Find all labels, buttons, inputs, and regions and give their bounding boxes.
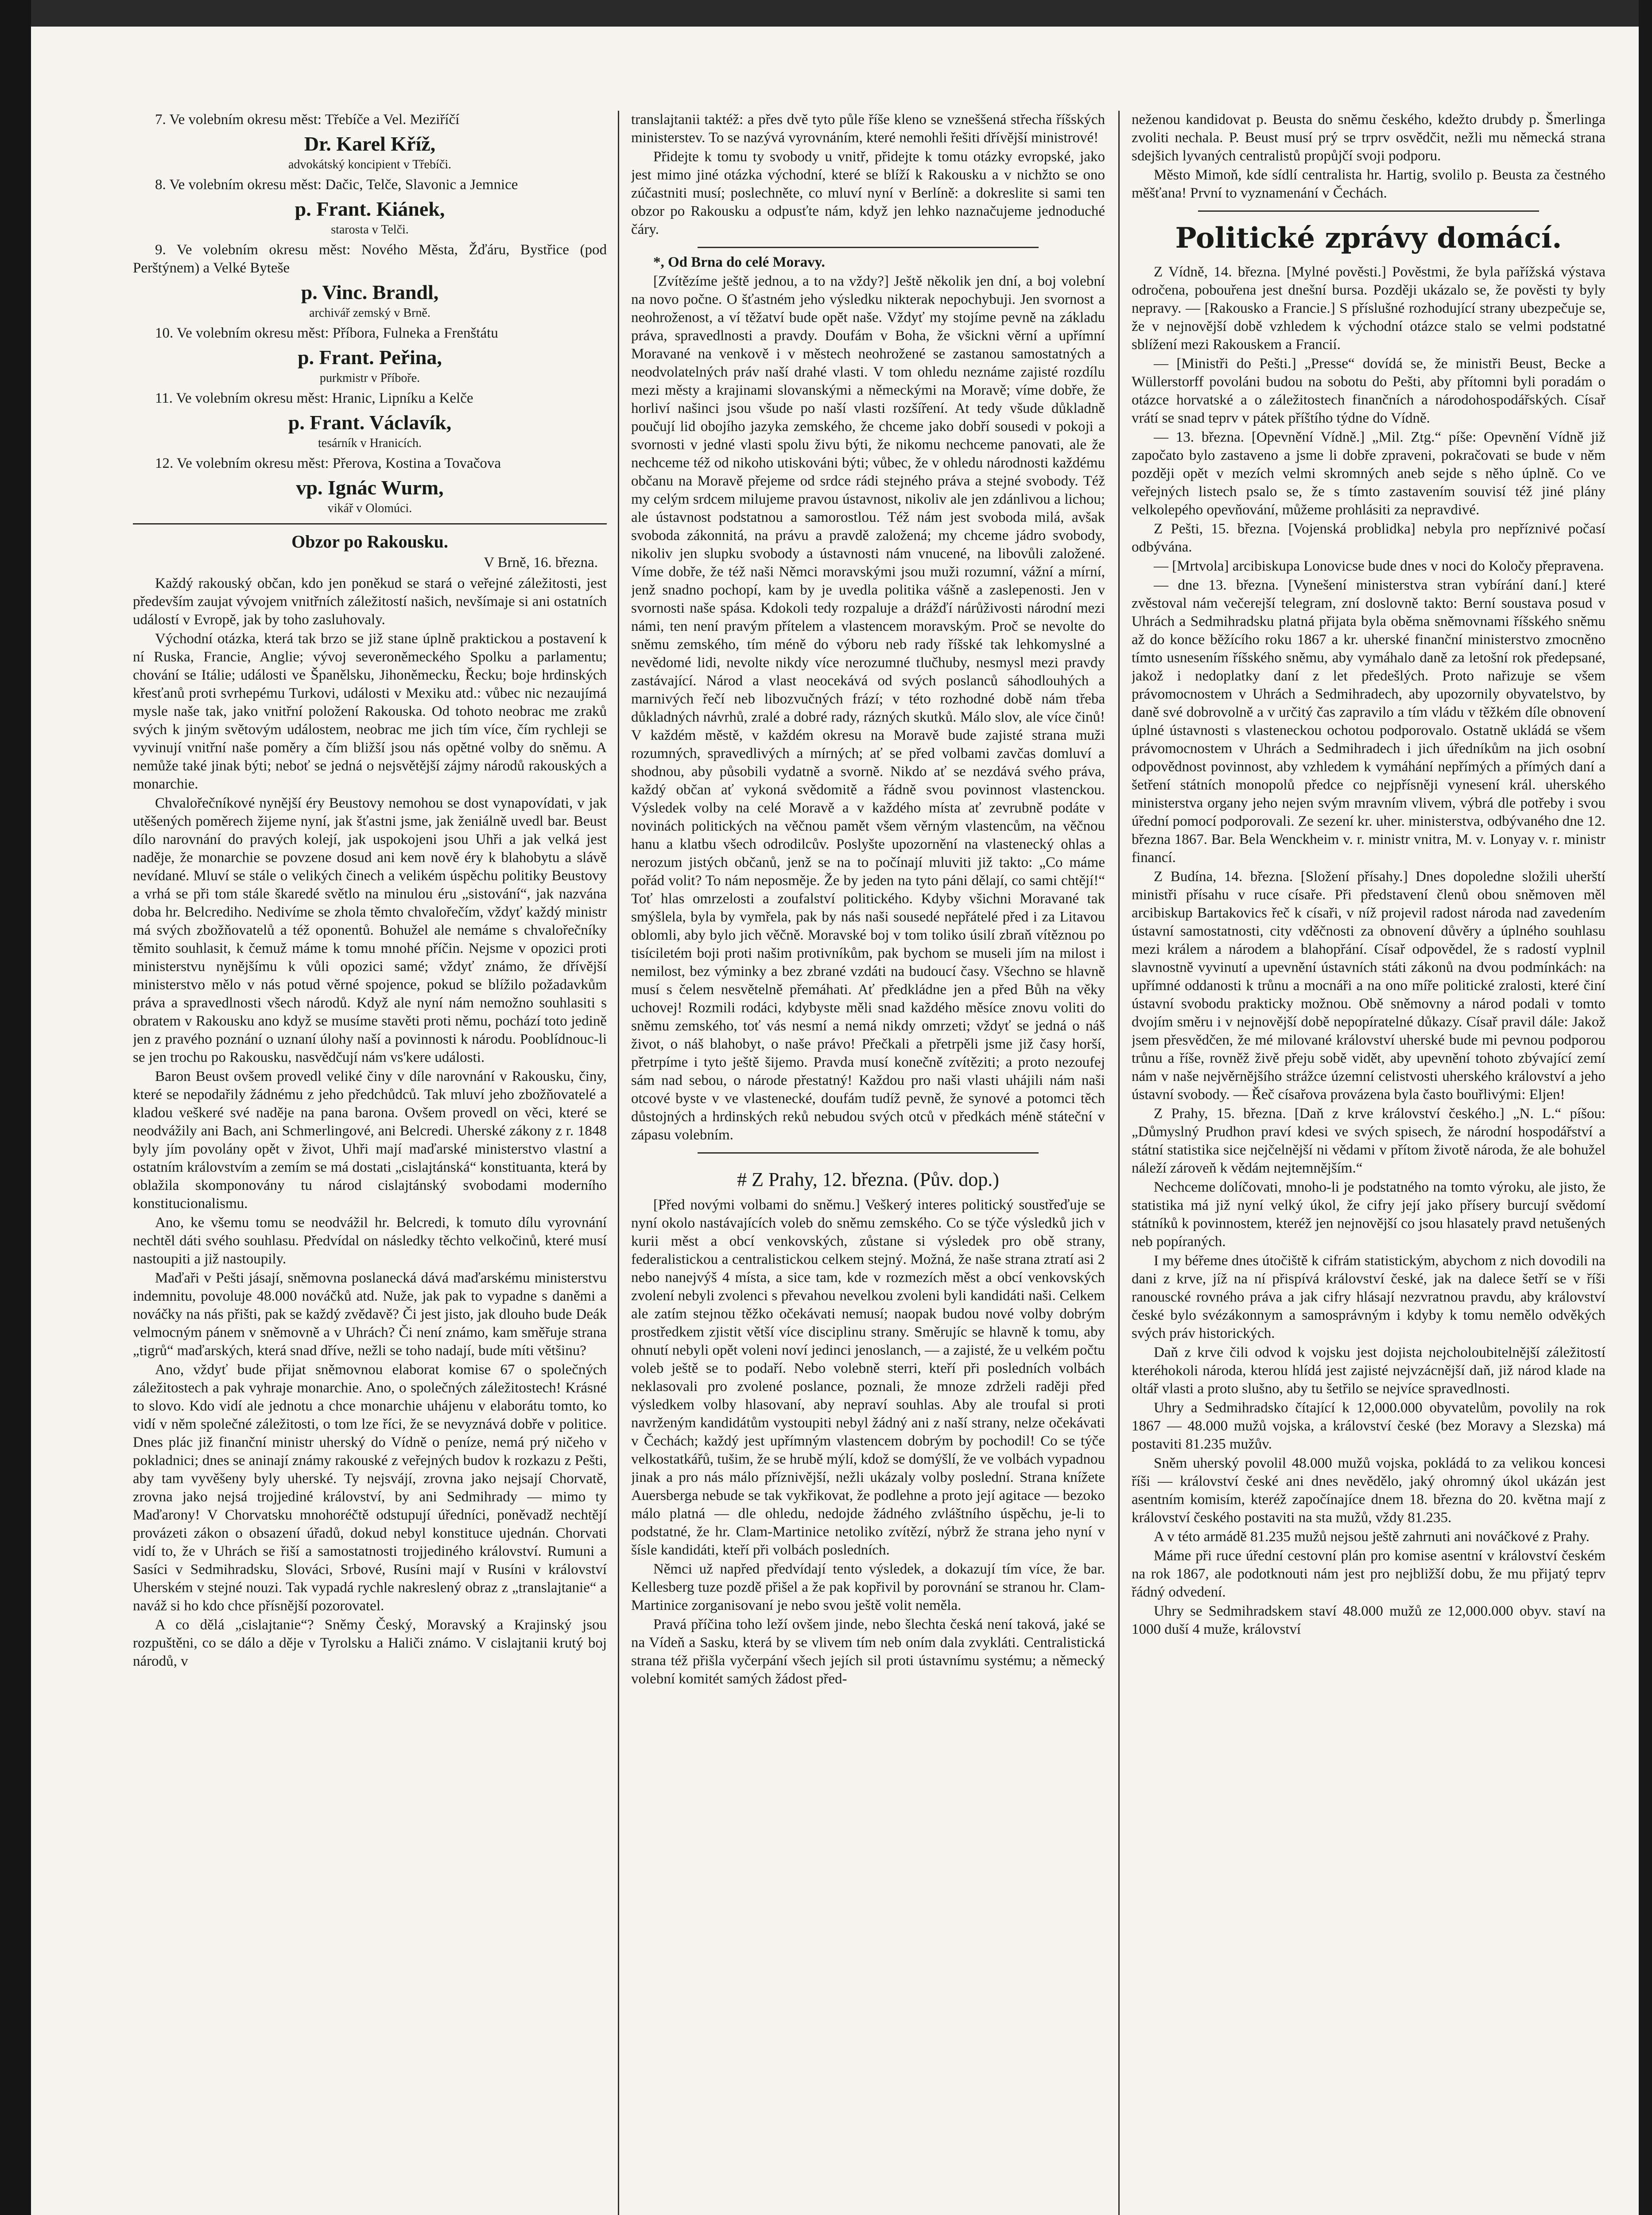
candidate-11-district: 11. Ve volebním okresu měst: Hranic, Lipníku a Kelče	[155, 390, 473, 406]
column-3	[1132, 111, 1605, 2215]
article-paragraph: Ano, ke všemu tomu se neodvážil hr. Belcredi, k tomuto dílu vyrovnání nechtěl dáti svého souhlasu. Předvídal on následky těchto velkočinů, které musí nastoupiti a již nastoupily.	[133, 1215, 607, 1267]
column-rule	[618, 111, 619, 2215]
column-rule	[1118, 111, 1120, 2215]
article-paragraph: Němci už napřed předvídají tento výsledek, a dokazují tím více, že bar. Kellesberg tuze pozdě přišel a že pak kopřivil by porovnání se stranou hr. Clam-Martinice zorganisovaní je nebo svou ještě volit neměla.	[631, 1561, 1105, 1613]
article-paragraph: Baron Beust ovšem provedl veliké činy v díle narovnání v Rakousku, činy, které se nepodařily žádnému z jeho předchůdců. Tak mluví jeho zbožňovatelé a kladou veškeré své naděje na pana barona. Ovšem provedl on věci, které se neodvážily ani Bach, ani Schmerlingové, ani Belcredi. Uherské zákony z r. 1848 byly jím povolány opět v život, Uhři mají maďarské ministerstvo vlastní a ostatním královstvím a zemím se má dostati „cislajtánská“ konstituanta, která by oblažila skomponovány tu národ cislajtánský svobodami moderního konstitucionalismu.	[133, 1069, 607, 1212]
news-item: — [Ministři do Pešti.] „Presse“ dovídá se, že ministři Beust, Becke a Wüllerstorff povoláni budou na sobotu do Pešti, aby přítomni byli poradám o otázce horvatské a o záležitostech finančních a národohospodářských. Císař vrátí se snad teprv v pátek příštího týdne do Vídně.	[1132, 356, 1605, 426]
candidate-7-name: Dr. Karel Kříž,	[304, 132, 436, 155]
candidate-8-district: 8. Ve volebním okresu měst: Dačic, Telče, Slavonic a Jemnice	[155, 177, 518, 193]
article-paragraph: translajtanii taktéž: a přes dvě tyto půle říše kleno se vzneššená střecha říšských ministerstev. To se nazývá vyrovnáním, které nemohli řešiti dřívější ministrové!	[631, 112, 1105, 146]
section-divider	[698, 1152, 1039, 1154]
candidate-8-name: p. Frant. Kiánek,	[295, 198, 445, 220]
news-item: A v této armádě 81.235 mužů nejsou ještě zahrnuti ani nováčkové z Prahy.	[1154, 1529, 1590, 1545]
article-paragraph: Maďaři v Pešti jásají, sněmovna poslanecká dává maďarskému ministerstvu indemnitu, povoluje 48.000 nováčků atd. Nuže, jak pak to vypadne s daněmi a nováčky na nás přišti, pak se každý zvědavě? Či jest jisto, jak dlouho bude Deák velmocným pánem v sněmovně a v Uhrách? Či není známo, kam směřuje strana „tigrů“ maďarských, která snad dříve, nežli se toho nadají, bude míti většinu?	[133, 1270, 607, 1359]
column-2	[631, 111, 1105, 2215]
news-item: Z Pešti, 15. března. [Vojenská problidka] nebyla pro nepříznivé počasí odbývána.	[1132, 521, 1605, 555]
news-item: — 13. března. [Opevnění Vídně.] „Mil. Ztg.“ píše: Opevnění Vídně již započato bylo zastaveno a jsme li dobře zpraveni, pokračovati se bude v něm později opět v mezích velmi skromných aneb sejde s něho úplně. Co ve veřejných listech psalo se, že s tímto zastavením souvisí též jiné plány velkolepého opevňování, můžeme prohlásiti za nepravdivé.	[1132, 429, 1605, 518]
section-divider	[698, 247, 1039, 248]
news-item: — dne 13. března. [Vynešení ministerstva stran vybírání daní.] které zvěstoval nám večerejší telegram, zní doslovně takto: Berní soustava posud v Uhrách a Sedmihradsku platná přijata byla oběma sněmovnami říšského sněmu až do konce běžícího roku 1867 a kr. uherské finanční ministerstvo zmocněno tímto usnesením říšského sněmu, aby vymáhalo daně za letošní rok předepsané, jakož i nedoplatky daní z let předešlých. Proto nařizuje se všem právomocnostem v Uhrách a Sedmihradech, aby upozornily obyvatelstvo, by daně své dobrovolně a v určitý čas zapravilo a tím vládu v těžkém díle obnovení úplné ústavnosti s vlasteneckou ochotou podporovalo. Ostatně ukládá se všem právomocnostem v Uhrách a Sedmihradech i jich úředníkům na jich osobní odpovědnost povinnost, aby vzhledem k vymáhání nepřímých a přímých daní a šetření státních monopolů předce co nejpřísněji vynesení král. uherského ministerstva organy jeho nejen svým mravním vlivem, výbrá dle potřeby i svou úřední pomocí podporovali. Ze sezení kr. uher. ministerstva, odbývaného dne 12. března 1867. Bar. Bela Wenckheim v. r. ministr vnitra, M. v. Lonyay v. r. ministr financí.	[1132, 577, 1605, 866]
candidate-9-district: 9. Ve volebním okresu měst: Nového Města, Žďáru, Bystřice (pod Perštýnem) a Velké Byteše	[133, 242, 607, 276]
candidate-12-district: 12. Ve volebním okresu měst: Přerova, Kostina a Tovačova	[155, 455, 501, 471]
article-paragraph: Každý rakouský občan, kdo jen poněkud se stará o veřejné záležitosti, jest především zaujat vývojem vnitřních záležitostí našich, nevšímaje si ani ostatních událostí v Evropě, jak by toho zasluhovaly.	[133, 575, 607, 628]
article-paragraph: Město Mimoň, kde sídlí centralista hr. Hartig, svolilo p. Beusta za čestného měšťana! První to vyznamenání v Čechách.	[1132, 167, 1605, 201]
article-heading-praha: # Z Prahy, 12. března. (Pův. dop.)	[737, 1169, 999, 1190]
candidate-10-role: purkmistr v Příboře.	[319, 371, 420, 385]
scan-border-left	[0, 0, 31, 2215]
article-paragraph: [Před novými volbami do sněmu.] Veškerý interes politický soustřeďuje se nyní okolo nastávajících voleb do sněmu zemského. Co se týče výsledků jich v kurii měst a obcí venkovských, zůstane si výsledek pro obě strany, federalistickou a centralistickou celkem stejný. Možná, že naše strana ztratí asi 2 nebo nanejvýš 4 místa, a sice tam, kde v rozmezích měst a obcí venkovských zvolení nebyli zvolenci s převahou nevelkou zvoleni byli kandidáti naši. Celkem ale zatím stejnou těžko očekávati nemusí; naopak budou nové volby dobrým prostředkem zjistit větší více disciplinu strany. Směrujíc se hlavně k tomu, aby ohnutí nebyli opět voleni noví jedinci jenoslanch, — a zajisté, že u velkém počtu voleb ještě se to podaří. Nebo volebně sterri, kteří při posledních volbách neklasovali pro zvolené poslance, poznali, že mnoze zdrželi raději před výsledkem volby hlasovaní, aby nepraví souhlas. Aby ale troufal si proti navrženým kandidátům vystoupiti nebyl žádný ani z naší strany, nelze očekávati v Čechách; každý jest upřímným vlastencem dobrým by pochodil! Co se týče velkostatkářů, tušim, že se hrubě mýlí, kdož se domýšlí, že ve volbách vypadnou jinak a pro nás málo příznivější, nežli ukázaly volby poslední. Strana knížete Auersberga nebude se tak vykřikovat, že podlehne a proto její agitace — bezoko málo platná — dle ohledu, nedojde žádného zvláštního úspěchu, je-li to podstatné, že hr. Clam-Martinice netoliko zvítězí, nýbrž že strana jeho nyní v šísle kandidáti, kteří při volbách posledních.	[631, 1197, 1105, 1558]
article-title-obzor: Obzor po Rakousku.	[291, 532, 448, 552]
article-paragraph: Pravá příčina toho leží ovšem jinde, nebo šlechta česká není taková, jaké se na Vídeň a Sasku, která by se vlivem tím neb oním dala zvykláti. Centralistická strana též přišla vyčerpání všech jejích sil proti ústavnímu systému; a německý volební komitét samých žádost před-	[631, 1617, 1105, 1687]
section-divider	[1198, 210, 1539, 212]
article-paragraph: Chvalořečníkové nynější éry Beustovy nemohou se dost vynapovídati, v jak utěšených poměrech žijeme nyní, jak šťastni jsme, jak ženiálně uvedl bar. Beust dílo narovnání do pravých kolejí, jak uspokojeni jsou Uhři a jak velká jest naděje, že monarchie se povzene dosud ani kem nově éry k blahobytu a slávě nevídané. Mluví se stále o velikých činech a velikém úspěchu politiky Beustovy a vrhá se při tom stále škaredé světlo na minulou éru „sistování“, jak nazvána doba hr. Belcrediho. Nedivíme se zhola těmto chvalořečím, vždyť každý ministr má svých zbožňovatelů a též oponentů. Bohužel ale nemáme s chvalořečníky těmito souhlasit, k čemuž máme k tomu mnohé příčin. Nejsme v opozici proti ministerstvu nynějšímu k vůli opozici samé; vždyť známo, že dřívější ministerstvo mělo v nás potud věrné spojence, pokud se blížilo požadavkům práva a spravedlnosti všech národů. Když ale nyní nám nemožno souhlasiti s obratem v Rakousku ano když se musíme stavěti proti němu, pochází toto jedině jen z pravého poznání o uznaní úlohy naší a povinnosti k národu. Pooblídnouc-li se jen trochu po Rakousku, nasvědčují nám vs'kere události.	[133, 795, 607, 1065]
article-paragraph: [Zvítězíme ještě jednou, a to na vždy?] Ještě několik jen dní, a boj volební na novo počne. O šťastném jeho výsledku nikterak nepochybuji. Jen svornost a neohroženost, a ví těžatví bude opět naše. Vždyť my stojíme pevně na základu práva, spravedlnosti a pravdy. Doufám v Boha, že všickni věrní a upřímní Moravané na venkově i v městech neohrožené se zastanou samostatných a neodvolatelných práv naší drahé vlasti. V tom ohledu neznáme zajisté rozdílu mezi městy a krajinami slovanskými a německými na Moravě; víme dobře, že horliví našinci jsou všude po naší vlasti rozšíření. At tedy všude důkladně poučují lid obojího jazyka zemského, že chceme jako dobří sousedi v pokoji a svornosti v jedné vlasti spolu živu býti, že nikomu nechceme panovati, ale že nechceme též od nikoho utiskováni býti; vůbec, že v ohledu národnosti každému občanu na Moravě přejeme od srdce rádi stejného práva a stejné svobody. Též my celým srdcem milujeme pravou ústavnost, nikoliv ale jen zdánlivou a lichou; ale ústavnost podstatnou a samorostlou. Též nám jest svoboda milá, avšak svoboda zákonnitá, na právu a pravdě založená; my chceme jádro svobody, nikoliv jen slupku svobody a ústavnosti nám vnucené, na libovůli založené. Víme dobře, že též naši Němci moravskými jsou muži rozumní, vážní a mírní, jenž snadno pochopí, kam by je uvedla politika vášně a zaslepenosti. Jen v svornosti naše spása. Kdokoli tedy rozpaluje a drážďí nárůživosti národní mezi námi, ten není pravým přítelem a vlastencem moravským. Proč se nevolte do sněmu zemského, tím méně do výboru neb rady říšské tak lehkomyslné a nevědomé lidi, nevolte nikdy více nerozumné tlučhuby, nesmysl mezi pravdy zastávající. Národ a vlast neocekává od svých poslanců sáhodlouhých a marnivých řečí neb libozvučných frází; v této rozhodné době nám třeba důkladných návrhů, zralé a dobré rady, rázných skutků. Málo slov, ale více činů! V každém městě, v každém okresu na Moravě bude zajisté strana muži rozumných, spravedlivých a mírných; ať se před volbami zavčas domluví a shodnou, aby působili vydatně a svorně. Nikdo ať se nezdává svého práva, každý občan ať vykoná svědomitě a řádně svou povinnost vlastenckou. Výsledek volby na celé Moravě a v každého místa ať zevrubně podáte v novinách politických na věčnou pamět všem věrným vlastencům, na věčnou hanu a klatbu všech odrodilcův. Poslyšte upozornění na vlastenecký ohlas a nerozum jistých občanů, jenž se na to počínají mluviti již takto: „Co máme pořád volit? To nám neposměje. Že by jeden na tyto páni dělají, co sami chtějí!“ Toť hlas omrzelosti a zoufalství politického. Kdyby všichni Moravané tak smýšlela, byla by vymřela, pak by nás naši sousedé nepřátelé před i za Litavou oblomli, aby bylo jich věčně. Moravské boj v tom toliko úsilí zbraň vítěznou po tisíciletém boji proti našim protivníkům, pak bychom se museli jím na milost i nemilost, bez výminky a bez zbrané vzdáti na budoucí časy. Všechno se hlavně musí s čelem nesvětelně přemáhati. Ať předkládne jen a před Bůh na věky uchovej! Rozmili rodáci, kdybyste měli snad každého měsíce znovu voliti do sněmu zemského, toť vás nesmí a nemá nikdy omrzeti; vždyť se jedná o náš život, o náš blahobyt, o naše právo! Přečkali a přetrpěli jsme již časy horší, přetrpíme i tyto ještě šijemo. Pravda musí konečně zvítěziti; a proto nezoufej sám nad sebou, o národe přestatný! Každou pro naši vlasti uhájili nám naši otcové byste v ve vlastenecké, doufám tudíž pevně, že synové a potomci těch důstojných a hrdinských reků nebudou svých otců v předkách méně státeční v zápasu volebním.	[631, 273, 1105, 1143]
candidate-12-name: vp. Ignác Wurm,	[296, 476, 444, 499]
article-paragraph: Ano, vždyť bude přijat sněmovnou elaborat komise 67 o společných záležitostech a pak vyhraje monarchie. Ano, o společných záležitostech! Krásné to slovo. Kdo vidí ale jednotu a chce monarchie uhájenu v elaborátu tomto, ko vidí v něm společné záležitosti, o tom lze říci, že se nevyznává dobře v politice. Dnes plác již finanční ministr uherský do Vídně o peníze, nemá prý ničeho v pokladnici; dnes se aninají známy rakouské z veřejných budov k rozkazu z Pešti, aby tam vyvěšeny byly uherské. Ty nejsvájí, zrovna jako nejsají Chorvatě, zrovna jako nejsá trojjediné království, by ani Sedmihrady — mimo ty Maďarony! V Chorvatsku mnohoréčtě odstupují úředníci, poněvadž nechtějí provázeti zákon o obsazení úřadů, dokud nebyl konstituce ujednán. Chorvati vidí to, že v Uhrách se řiší a samostatnosti trojjediného království. Rumuni a Sasíci v Sedmihradsku, Slováci, Srbové, Rusíni mají v Rusíni v království Uherském v stejné nouzi. Tak vypadá rychle nakreslený obraz z „translajtanie“ a naváž si ho kdo chce přísnější pozorovatel.	[133, 1362, 607, 1614]
article-paragraph: Přidejte k tomu ty svobody u vnitř, přidejte k tomu otázky evropské, jako jest mimo jiné otázka východní, které se blíží k Rakousku a v nichžto se ono zúčastniti musí; poslechněte, co mluví nyní v Berlíně: a dokreslite si sami ten obzor po Rakousku a odpusťte nám, když jen lehko naznačujeme jednoduché čáry.	[631, 149, 1105, 237]
candidate-12-role: vikář v Olomúci.	[327, 501, 412, 515]
article-paragraph: A co dělá „cislajtanie“? Sněmy Český, Moravský a Krajinský jsou rozpuštěni, co se dálo a děje v Tyrolsku a Haliči známo. V cislajtanii krutý boj národů, v	[133, 1617, 607, 1669]
candidate-7-district: 7. Ve volebním okresu měst: Třebíče a Vel. Meziříčí	[155, 112, 460, 128]
candidate-9-role: archivář zemský v Brně.	[309, 306, 430, 320]
candidate-9-name: p. Vinc. Brandl,	[301, 281, 439, 303]
news-item: Máme při ruce úřední cestovní plán pro komise asentní v království českém na rok 1867, ale podotknouti nám jest pro nejbližší dobu, že mu přijatý teprv řádný odvedení.	[1132, 1548, 1605, 1600]
article-paragraph: neženou kandidovat p. Beusta do sněmu českého, kdežto drubdy p. Šmerlinga zvoliti nechala. P. Beust musí prý se trprv osvědčit, nežli mu německá strana sdejšich lyvaných centralistů propůjčí svoji podporu.	[1132, 112, 1605, 164]
article-dateline: V Brně, 16. března.	[484, 555, 598, 571]
news-item: Uhry a Sedmihradsko čítající k 12,000.000 obyvatelům, povolily na rok 1867 — 48.000 mužů vojska, a království české (bez Moravy a Slezska) má postaviti 81.235 mužův.	[1132, 1400, 1605, 1452]
news-item: — [Mrtvola] arcibiskupa Lonovicse bude dnes v noci do Koločy přepravena.	[1154, 558, 1604, 574]
news-item: Sněm uherský povolil 48.000 mužů vojska, pokládá to za velikou koncesi říši — království české ani dnes nevědělo, jaký ohromný úkol ukázán jest asentním komisím, kteréž započínajíce dnem 18. března do 20. května mají z království českého postaviti na sta mužů, vždy 81.235.	[1132, 1455, 1605, 1526]
news-item: Z Vídně, 14. března. [Mylné pověsti.] Pověstmi, že byla pařížská výstava odročena, pobouřena jest dnešní bursa. Později ukázalo se, že pověsti ty byly nepravy. — [Rakousko a Francie.] S příslušné rozhodující strany ubezpečuje se, že v nejnovější době vzhledem k východní otázce stalo se velmi podstatné sblížení mezi Rakouskem a Francií.	[1132, 264, 1605, 353]
news-item: Daň z krve čili odvod k vojsku jest dojista nejcholoubitelnější záležitostí kteréhokoli národa, kterou hlídá jest zajisté nejvzácnější daň, již národ klade na oltář vlasti a proto slušno, aby tu šetřilo se nejvíce spravedlnosti.	[1132, 1345, 1605, 1397]
news-item: Uhry se Sedmihradskem staví 48.000 mužů ze 12,000.000 obyv. staví na 1000 duší 4 muže, království	[1132, 1603, 1605, 1637]
section-divider	[133, 523, 607, 525]
news-item: Nechceme dolíčovati, mnoho-li je podstatného na tomto výroku, ale jisto, že statistika má již nyní velký úkol, že cifry její jako přísery burcují svědomí státníků k povinnostem, kteréž jen nejnovější co jsou hlasately pravd netušených neb popíraných.	[1132, 1179, 1605, 1250]
scan-border-top	[0, 0, 1652, 27]
scan-border-right	[1639, 0, 1652, 2215]
candidate-8-role: starosta v Telči.	[331, 223, 409, 237]
candidate-11-name: p. Frant. Václavík,	[288, 411, 452, 434]
section-title-political-news: Politické zprávy domácí.	[1175, 222, 1562, 255]
news-item: Z Prahy, 15. března. [Daň z krve království českého.] „N. L.“ píšou: „Důmyslný Prudhon praví kdesi ve svých spisech, že národní hospodářství a státní statistika sice nejčelnější ni vědami v přítom životě národa, že ale bohužel náleží zároveň k vědám nejtemnějším.“	[1132, 1106, 1605, 1176]
candidate-11-role: tesárník v Hranicích.	[318, 436, 422, 450]
candidate-7-role: advokátský koncipient v Třebíči.	[288, 158, 452, 171]
column-1	[133, 111, 607, 2215]
article-heading-brna: *, Od Brna do celé Moravy.	[653, 254, 825, 270]
candidate-10-district: 10. Ve volebním okresu měst: Příbora, Fulneka a Frenštátu	[155, 325, 498, 341]
news-item: I my béřeme dnes útočiště k cifrám statistickým, abychom z nich dovodili na dani z krve, jíž na ní přispívá království české, jak na dalece šetří se v říši ranouscké rovného práva a jak cifry hlásají nezvratnou pravdu, aby království české bylo svézákonnym a samosprávným i kdyby k tomu nemělo odvěkých svých práv historických.	[1132, 1253, 1605, 1341]
news-item: Z Budína, 14. března. [Složení přísahy.] Dnes dopoledne složili uherští ministři přísahu v ruce císaře. Při představení členů obou sněmoven měl arcibiskup Bartakovics řeč k císaři, v níž projevil radost národa nad zavedením ústavní samostatnosti, city vděčnosti za obnovení důvěry a úplného souhlasu mezi králem a národem a blahopřání. Císař odpovědel, že s radostí vyplnil slavnostně vyvinutí a upevnění ústavních státi zákonů na dvou podmínkách: na upřímné oddanosti k trůnu a mocnáři a na ono míře politické zralosti, které činí ústavní svobodu prakticky možnou. Obě sněmovny a národ podali v tomto dvojím směru i v nejnovější době nepopíratelné důkazy. Císař pravil dále: Jakož jsem přesvědčen, že mé milované království uherské bude mi pevnou podporou trůnu a říše, rovněž živě přeju sobě vidět, aby upevnění tohoto zbývající zemí nám v naše nejvěrnějšího strážce územní celistvosti uherského království a jeho ústavní svobody. — Řeč císařova provázena byla často bouřlivými: Eljen!	[1132, 869, 1605, 1103]
candidate-10-name: p. Frant. Peřina,	[298, 346, 442, 369]
article-paragraph: Východní otázka, která tak brzo se již stane úplně praktickou a postavení k ní Ruska, Francie, Anglie; vývoj severoněmeckého Spolku a parlamentu; chování se Itálie; události ve Španělsku, Jihoněmecku, Řecku; boje hrdinských křesťanů proti svrhepému Turkovi, události v Mexiku atd.: vůbec nic nezaujímá mysle naše tak, jako vnitřní položení Rakouska. Od tohoto neobrac me zraků svých k jiným světovým událostem, neobrac me jich tím více, čím rychleji se vyvinují vnitřní naše poměry a čím bližší jsou nás opětné volby do sněmu. A nemůže také jinak býti; neboť se jedná o nejsvětější zájmy národů rakouských a monarchie.	[133, 631, 607, 792]
